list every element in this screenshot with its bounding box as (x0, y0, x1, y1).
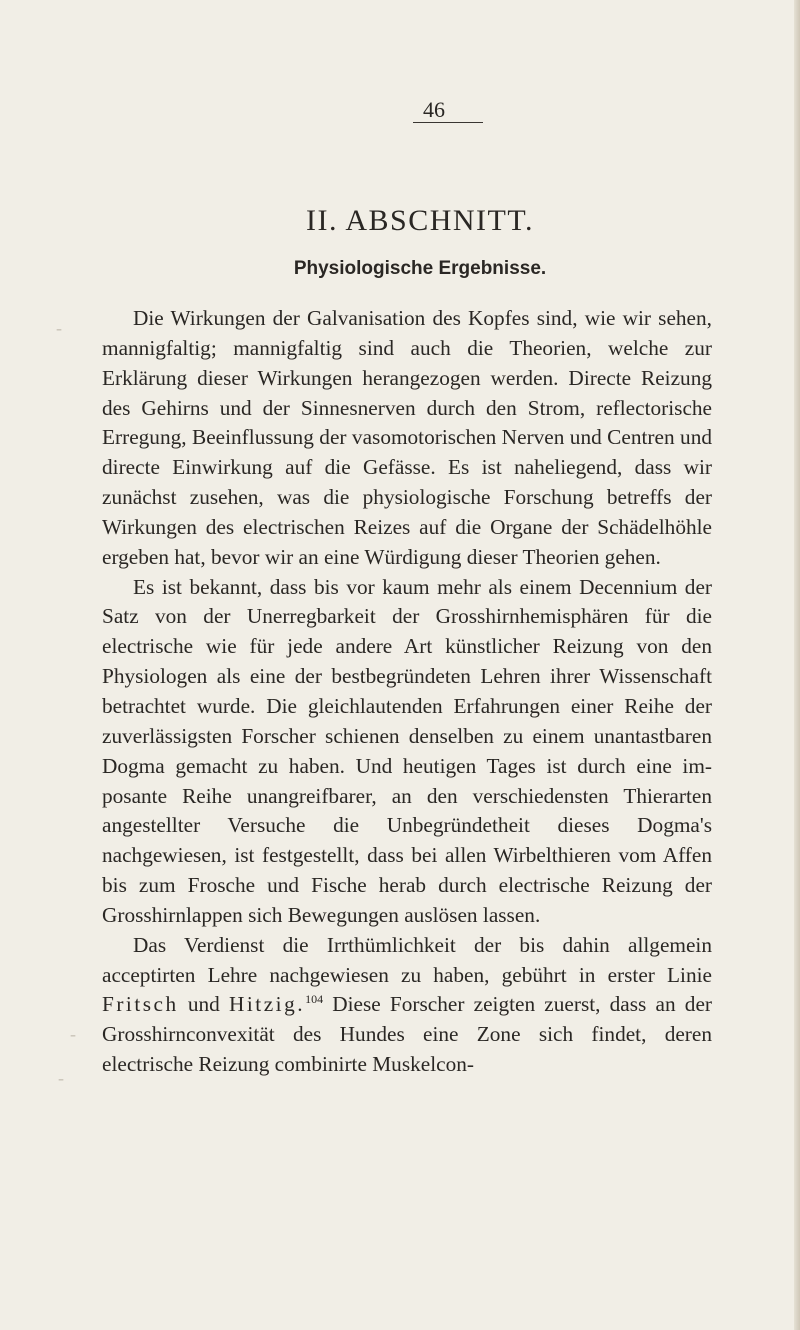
margin-mark-3: - (58, 1068, 64, 1088)
margin-mark-1: - (56, 318, 62, 338)
paragraph-1: Die Wirkungen der Galvanisation des Kopfes sind, wie wir sehen, mannigfaltig; mannigfaltig sind auch die Theorien, welche zur Erklärung dieser Wirkungen herangezogen werden. Directe Reizung des Gehirns und der Sinnesnerven durch den Strom, reflectorische Erregung, Beeinflussung der vasomotorischen Nerven und Centren und directe Einwirkung auf die Gefässe. Es ist naheliegend, dass wir zunächst zusehen, was die physiologische Forschung betreffs der Wirkungen des electrischen Reizes auf die Organe der Schädelhöhle ergeben hat, bevor wir an eine Würdigung dieser Theorien gehen. (102, 306, 712, 569)
paragraph-3-text-start: Das Verdienst die Irrthümlichkeit der bis dahin allgemein acceptirten Lehre nachgewiesen zu haben, gebührt in erster Linie (102, 932, 712, 987)
section-heading: II. ABSCHNITT. (306, 204, 534, 237)
paragraph-3-text-end: Diese Forscher zeigten zuerst, dass an der Grosshirnconvexität des Hundes eine Zone sich findet, deren electrische Reizung combinirte Muskelcon- (102, 992, 713, 1077)
paragraph-3-connector: und (178, 992, 229, 1017)
paragraph-3 (102, 931, 712, 1080)
section-subtitle: Physiologische Ergebnisse. (293, 258, 547, 279)
margin-mark-2: - (70, 1024, 76, 1044)
body-text (102, 304, 712, 1080)
paragraph-2: Es ist bekannt, dass bis vor kaum mehr als einem Decennium der Satz von der Unerregbarkeit der Grosshirnhemisphären für die electrische wie für jede andere Art künstlicher Reizung von den Physiologen als eine der bestbegründeten Lehren ihrer Wissenschaft betrachtet wurde. Die gleichlautenden Erfahrungen einer Reihe der zuverlässigsten Forscher schienen denselben zu einem unantastbaren Dogma gemacht zu haben. Und heutigen Tages ist durch eine imposante Reihe unangreifbarer, an den verschiedensten Thierarten angestellter Versuche die Unbegründetheit dieses Dogma's nachgewiesen, ist festgestellt, dass bei allen Wirbelthieren vom Affen bis zum Frosche und Fische herab durch electrische Reizung der Grosshirnlappen sich Bewegungen auslösen lassen. (102, 574, 712, 927)
page-number: 46 (413, 98, 483, 123)
page-edge-shadow (794, 0, 800, 1330)
author-name-hitzig: Hitzig. (229, 992, 306, 1017)
author-name-fritsch: Fritsch (102, 992, 179, 1017)
footnote-reference: 104 (305, 992, 324, 1007)
